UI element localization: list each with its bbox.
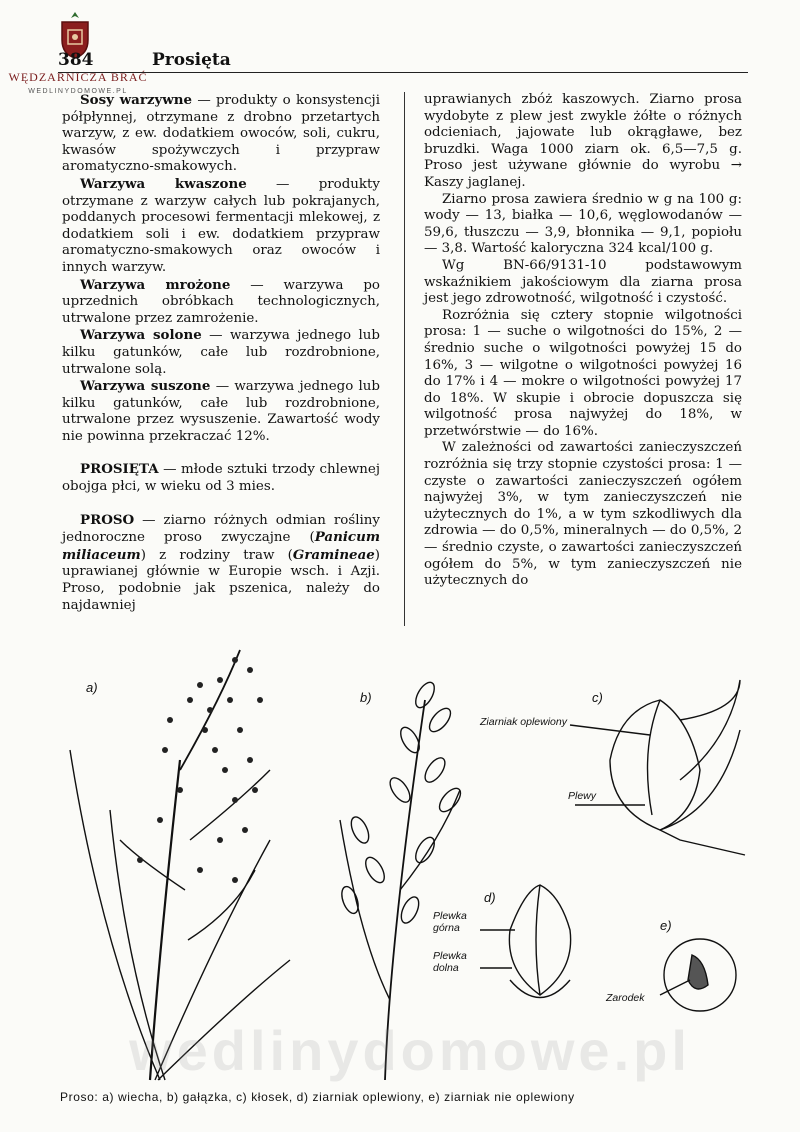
entry-warzywa-suszone: Warzywa suszone — warzywa jednego lub kilku gatunków, całe lub rozdrobnione, utrwalone przez wysuszenie. Zawartość wody nie powinna przekraczać 12%. <box>62 378 381 444</box>
proso-illustration <box>40 640 760 1090</box>
watermark-text: wedlinydomowe.pl <box>129 1019 691 1082</box>
entry-proso: PROSO — ziarno różnych odmian rośliny jednoroczne proso zwyczajne (Panicum miliaceum) z rodziny traw (Gramineae) uprawianej głównie w Europie wsch. i Azji. Proso, podobnie jak pszenica, należy do najdawniej <box>62 511 380 613</box>
figure-label-c: c) <box>592 690 603 705</box>
figure-label-e: e) <box>660 918 672 933</box>
page-header <box>58 50 748 73</box>
figure-label-b: b) <box>360 690 372 705</box>
proso-figure <box>40 640 760 1090</box>
proso-continued: uprawianych zbóż kaszowych. Ziarno prosa wydobyte z plew jest zwykle żółte o różnych odcieniach, jajowate lub okrągławe, bez bruzdki. Waga 1000 ziarn ok. 6,5—7,5 g. Proso jest używane głównie do wyrobu → Kaszy jaglanej. <box>424 92 742 190</box>
label-grain-covered: Ziarniak oplewiony <box>480 716 567 728</box>
proso-standard: Wg BN-66/9131-10 podstawowym wskaźnikiem jakościowym dla ziarna prosa jest jego zdrowotność, wilgotność i czystość. <box>424 257 742 307</box>
entry-prosieta: PROSIĘTA — młode sztuki trzody chlewnej obojga płci, w wieku od 3 mies. <box>62 461 380 495</box>
left-column <box>62 92 380 614</box>
entry-warzywa-solone: Warzywa solone — warzywa jednego lub kilku gatunków, całe lub rozdrobnione, utrwalone solą. <box>62 327 380 377</box>
label-lower-palea: Plewka dolna <box>433 950 467 974</box>
entry-sosy-warzywne: Sosy warzywne — produkty o konsystencji półpłynnej, otrzymane z drobno przetartych warzyw, z ew. dodatkiem owoców, soli, cukru, kwasów spożywczych i przypraw aromatyczno-smakowych. <box>62 92 380 175</box>
label-glumes: Plewy <box>568 790 597 802</box>
figure-label-d: d) <box>484 890 496 905</box>
proso-purity: W zależności od zawartości zanieczyszczeń rozróżnia się trzy stopnie czystości prosa: 1 — czyste o zawartości zanieczyszczeń ogółem najwyżej 3%, w tym zanieczyszczeń nie użytecznych do 1%, a w tym szkodliwych dla zdrowia — do 0,5%, mineralnych — do 0,5%, 2 — średnio czyste, o zawartości zanieczyszczeń ogółem do 5%, w tym zanieczyszczeń nie użytecznych do <box>424 440 742 589</box>
right-column <box>424 92 742 590</box>
logo-brand-text: WĘDZARNICZA BRAĆ <box>8 70 148 84</box>
figure-label-a: a) <box>86 680 98 695</box>
entry-warzywa-kwaszone: Warzywa kwaszone — produkty otrzymane z warzyw całych lub pokrajanych, poddanych procesowi fermentacji mlekowej, z dodatkiem soli i ew. dodatkiem przypraw aromatyczno-smakowych oraz owoców i innych warzyw. <box>62 175 380 275</box>
proso-composition: Ziarno prosa zawiera średnio w g na 100 g: wody — 13, białka — 10,6, węglowodanów — 59,6, tłuszczu — 3,9, błonnika — 9,1, popiołu — 3,8. Wartość kaloryczna 324 kcal/100 g. <box>424 191 742 257</box>
running-title: Prosięta <box>152 50 231 70</box>
entry-warzywa-mrozone: Warzywa mrożone — warzywa po uprzednich obróbkach technologicznych, utrwalone przez zamrożenie. <box>62 276 380 326</box>
proso-humidity: Rozróżnia się cztery stopnie wilgotności prosa: 1 — suche o wilgotności do 15%, 2 — średnio suche o wilgotności powyżej 15 do 16%, 3 — wilgotne o wilgotności powyżej 16 do 17% i 4 — mokre o wilgotności powyżej 17 do 18%. W skupie i obrocie dopuszcza się wilgotność prosa najwyżej do 18%, w przetwórstwie — do 16%. <box>424 307 742 439</box>
logo-site-text: WEDLINYDOMOWE.PL <box>28 88 128 95</box>
page-number: 384 <box>58 50 94 70</box>
column-divider <box>404 92 405 626</box>
label-embryo: Zarodek <box>606 992 645 1004</box>
figure-caption: Proso: a) wiecha, b) gałązka, c) kłosek, d) ziarniak oplewiony, e) ziarniak nie oplewiony <box>60 1090 575 1104</box>
label-upper-palea: Plewka górna <box>433 910 467 934</box>
